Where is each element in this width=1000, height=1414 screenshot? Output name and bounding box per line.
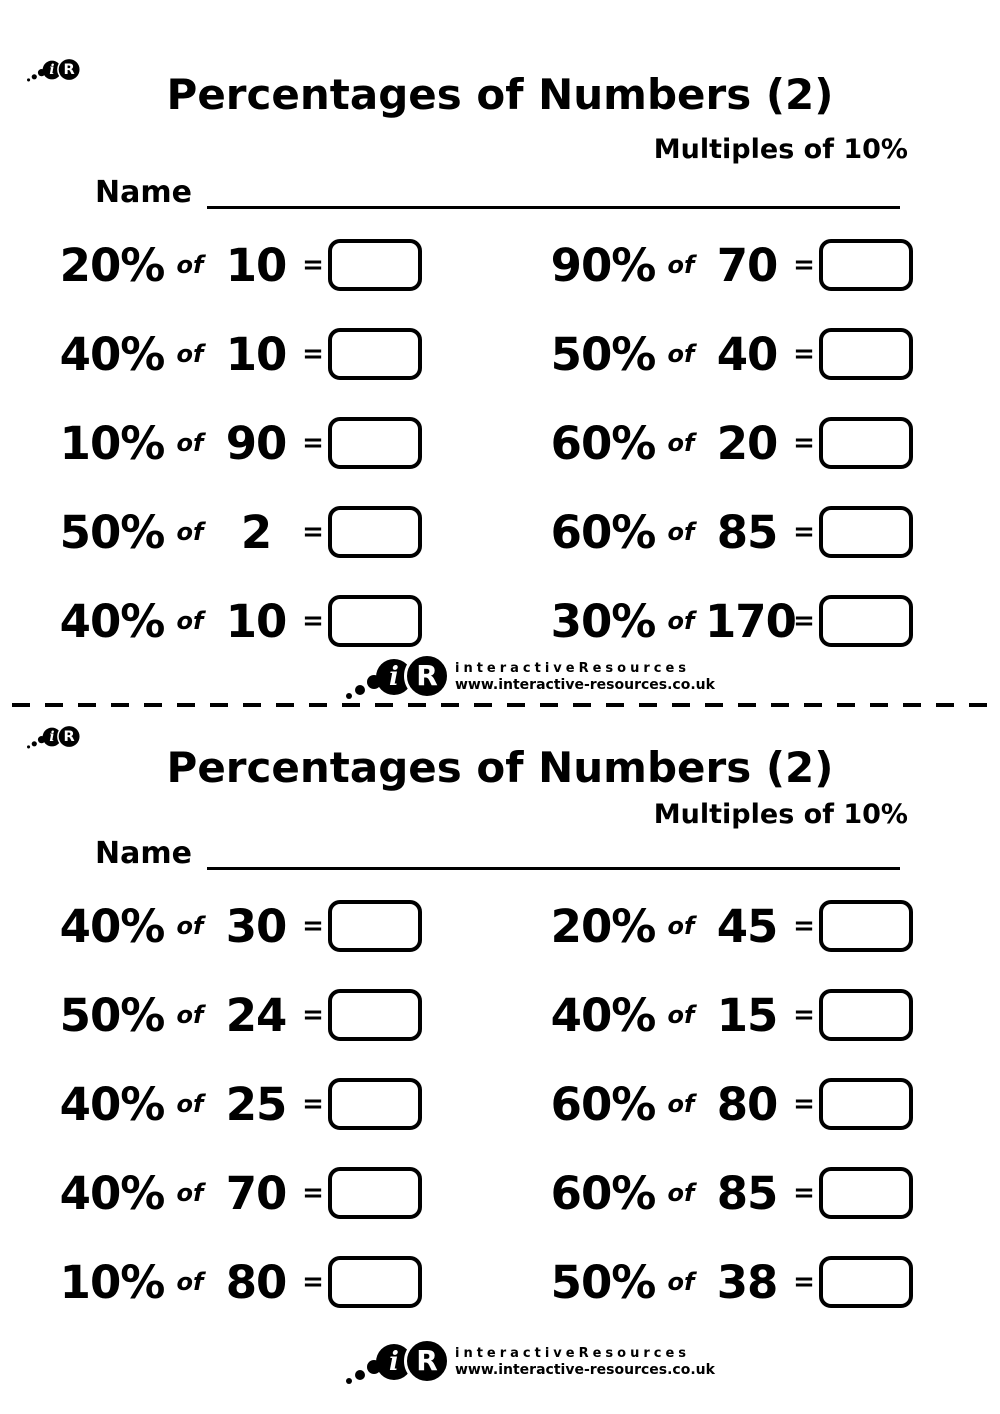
problem-row — [549, 506, 913, 558]
equals-sign: = — [793, 339, 815, 369]
equals-sign: = — [302, 428, 324, 458]
of-label: of — [667, 429, 695, 457]
page-title: Percentages of Numbers (2) — [166, 70, 834, 119]
percent-text: 90% — [550, 238, 656, 292]
brand-url: www.interactive-resources.co.uk — [455, 677, 715, 693]
problems-left-column — [58, 900, 422, 1345]
percent-text: 50% — [550, 327, 656, 381]
problem-row — [58, 595, 422, 647]
equals-sign: = — [302, 1178, 324, 1208]
logo-dot-icon — [355, 1370, 365, 1380]
footer-branding — [346, 650, 715, 702]
of-label: of — [176, 340, 204, 368]
number-text: 85 — [716, 1166, 778, 1220]
problems-left-column — [58, 239, 422, 684]
name-label: Name — [95, 836, 192, 871]
logo-r-bubble-icon: R — [404, 1338, 450, 1384]
of-label: of — [176, 1268, 204, 1296]
problem-row — [549, 989, 913, 1041]
percent-text: 40% — [59, 327, 165, 381]
of-label: of — [176, 518, 204, 546]
of-label: of — [667, 1179, 695, 1207]
percent-text: 30% — [550, 594, 656, 648]
answer-box[interactable] — [819, 417, 913, 469]
number-text: 24 — [225, 988, 287, 1042]
problem-row — [549, 1078, 913, 1130]
problem-row — [58, 1167, 422, 1219]
equals-sign: = — [302, 1000, 324, 1030]
answer-box[interactable] — [328, 239, 422, 291]
of-label: of — [176, 429, 204, 457]
percent-text: 50% — [59, 988, 165, 1042]
number-text: 10 — [225, 327, 287, 381]
number-text: 30 — [225, 899, 287, 953]
percent-text: 40% — [59, 594, 165, 648]
problem-row — [549, 328, 913, 380]
of-label: of — [176, 251, 204, 279]
number-text: 10 — [225, 594, 287, 648]
answer-box[interactable] — [328, 595, 422, 647]
number-text: 80 — [225, 1255, 287, 1309]
of-label: of — [667, 1001, 695, 1029]
equals-sign: = — [302, 339, 324, 369]
interactive-resources-mini-logo — [27, 56, 81, 83]
percent-text: 60% — [550, 1166, 656, 1220]
equals-sign: = — [302, 1267, 324, 1297]
number-text: 85 — [716, 505, 778, 559]
answer-box[interactable] — [819, 239, 913, 291]
of-label: of — [667, 1268, 695, 1296]
answer-box[interactable] — [328, 417, 422, 469]
logo-dot-icon — [27, 745, 30, 748]
equals-sign: = — [302, 250, 324, 280]
of-label: of — [176, 1001, 204, 1029]
number-text: 2 — [240, 505, 272, 559]
logo-dot-icon — [27, 78, 30, 81]
percent-text: 60% — [550, 416, 656, 470]
of-label: of — [176, 1179, 204, 1207]
number-text: 80 — [716, 1077, 778, 1131]
number-text: 70 — [716, 238, 778, 292]
problem-row — [58, 506, 422, 558]
answer-box[interactable] — [819, 506, 913, 558]
problems-grid — [58, 239, 1000, 684]
logo-dot-icon — [346, 693, 352, 699]
name-row — [95, 835, 900, 870]
equals-sign: = — [302, 606, 324, 636]
percent-text: 40% — [550, 988, 656, 1042]
problem-row — [58, 1256, 422, 1308]
percent-text: 40% — [59, 1077, 165, 1131]
percent-text: 60% — [550, 1077, 656, 1131]
answer-box[interactable] — [328, 506, 422, 558]
number-text: 20 — [716, 416, 778, 470]
equals-sign: = — [793, 517, 815, 547]
problem-row — [58, 989, 422, 1041]
percent-text: 40% — [59, 899, 165, 953]
problem-row — [549, 1256, 913, 1308]
equals-sign: = — [793, 1178, 815, 1208]
logo-r-bubble-icon: R — [57, 725, 81, 749]
equals-sign: = — [793, 1267, 815, 1297]
equals-sign: = — [302, 911, 324, 941]
of-label: of — [176, 607, 204, 635]
problem-row — [58, 239, 422, 291]
problem-row — [549, 1167, 913, 1219]
percent-text: 10% — [59, 1255, 165, 1309]
logo-i-bubble-icon: i — [43, 728, 62, 747]
name-input-line[interactable] — [207, 832, 900, 870]
percent-text: 10% — [59, 416, 165, 470]
brand-url: www.interactive-resources.co.uk — [455, 1362, 715, 1378]
percent-text: 20% — [550, 899, 656, 953]
number-text: 90 — [225, 416, 287, 470]
brand-name: interactiveResources — [455, 661, 691, 676]
problems-right-column — [549, 900, 913, 1345]
number-text: 45 — [716, 899, 778, 953]
worksheet-bottom — [0, 707, 1000, 1414]
of-label: of — [667, 607, 695, 635]
equals-sign: = — [302, 1089, 324, 1119]
answer-box[interactable] — [328, 1167, 422, 1219]
answer-box[interactable] — [819, 1256, 913, 1308]
footer-text — [450, 1344, 715, 1378]
answer-box[interactable] — [328, 1078, 422, 1130]
equals-sign: = — [793, 428, 815, 458]
equals-sign: = — [793, 911, 815, 941]
interactive-resources-logo — [346, 650, 450, 702]
number-text: 70 — [225, 1166, 287, 1220]
problem-row — [549, 900, 913, 952]
answer-box[interactable] — [328, 989, 422, 1041]
of-label: of — [667, 251, 695, 279]
number-text: 10 — [225, 238, 287, 292]
percent-text: 50% — [550, 1255, 656, 1309]
answer-box[interactable] — [819, 595, 913, 647]
logo-dot-icon — [32, 74, 37, 79]
answer-box[interactable] — [819, 1078, 913, 1130]
problem-row — [58, 328, 422, 380]
equals-sign: = — [793, 1089, 815, 1119]
name-row — [95, 174, 900, 209]
answer-box[interactable] — [819, 328, 913, 380]
logo-r-bubble-icon: R — [57, 58, 81, 82]
equals-sign: = — [793, 606, 815, 636]
logo-dot-icon — [32, 741, 37, 746]
answer-box[interactable] — [328, 1256, 422, 1308]
of-label: of — [667, 1090, 695, 1118]
answer-box[interactable] — [328, 328, 422, 380]
number-text: 15 — [716, 988, 778, 1042]
logo-r-bubble-icon: R — [404, 653, 450, 699]
percent-text: 50% — [59, 505, 165, 559]
answer-box[interactable] — [328, 900, 422, 952]
number-text: 40 — [716, 327, 778, 381]
name-input-line[interactable] — [207, 171, 900, 209]
problem-row — [58, 900, 422, 952]
page-subtitle: Multiples of 10% — [653, 799, 908, 830]
of-label: of — [667, 340, 695, 368]
problems-grid — [58, 900, 1000, 1345]
equals-sign: = — [302, 517, 324, 547]
number-text: 25 — [225, 1077, 287, 1131]
of-label: of — [176, 1090, 204, 1118]
number-text: 170 — [705, 594, 796, 648]
page-subtitle: Multiples of 10% — [653, 134, 908, 165]
percent-text: 20% — [59, 238, 165, 292]
percent-text: 60% — [550, 505, 656, 559]
problem-row — [549, 239, 913, 291]
footer-branding — [346, 1335, 715, 1387]
equals-sign: = — [793, 1000, 815, 1030]
problem-row — [58, 1078, 422, 1130]
name-label: Name — [95, 175, 192, 210]
logo-i-bubble-icon: i — [376, 1344, 412, 1380]
of-label: of — [667, 912, 695, 940]
number-text: 38 — [716, 1255, 778, 1309]
page-title: Percentages of Numbers (2) — [166, 743, 834, 792]
equals-sign: = — [793, 250, 815, 280]
brand-name: interactiveResources — [455, 1346, 691, 1361]
logo-dot-icon — [355, 685, 365, 695]
interactive-resources-logo — [346, 1335, 450, 1387]
answer-box[interactable] — [819, 989, 913, 1041]
answer-box[interactable] — [819, 900, 913, 952]
of-label: of — [176, 912, 204, 940]
answer-box[interactable] — [819, 1167, 913, 1219]
percent-text: 40% — [59, 1166, 165, 1220]
of-label: of — [667, 518, 695, 546]
problems-right-column — [549, 239, 913, 684]
logo-i-bubble-icon: i — [376, 659, 412, 695]
problem-row — [549, 417, 913, 469]
interactive-resources-mini-logo — [27, 723, 81, 750]
problem-row — [549, 595, 913, 647]
logo-dot-icon — [346, 1378, 352, 1384]
problem-row — [58, 417, 422, 469]
logo-i-bubble-icon: i — [43, 61, 62, 80]
footer-text — [450, 659, 715, 693]
